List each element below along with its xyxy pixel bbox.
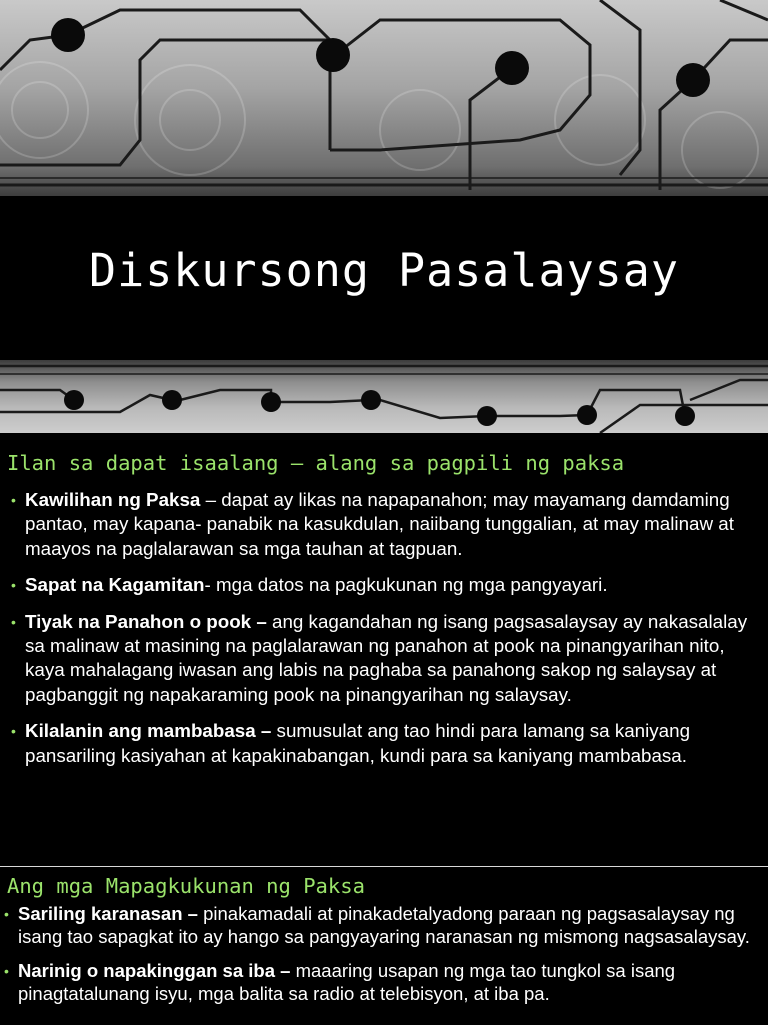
list-item: [11, 719, 755, 768]
item-text: – dapat ay likas na napapanahon; may mayamang damdaming pantao, may kapana- panabik na kasukdulan, naiibang tunggalian, at may malinaw at maayos na paglalarawan sa mga tauhan at tagpuan.: [25, 489, 734, 559]
title-band: [0, 196, 768, 360]
bullet-icon: •: [11, 492, 16, 508]
slide-title: Diskursong Pasalaysay: [89, 243, 679, 297]
bullet-icon: •: [11, 723, 16, 740]
topic-sources-slide: [0, 866, 768, 1025]
item-text: ang kagandahan ng isang pagsasalaysay ay nakasalalay sa malinaw at masining na paglalarawan ng panahon at pook na pinangyarihan nito, kaya mahalagang iwasan ang labis na paghaba sa panahong sakop ng salaysay at pagbanggit ng napakaraming pook na pinangyarihan ng salaysay.: [25, 610, 748, 705]
list-item: [4, 903, 758, 948]
list-item: [11, 573, 755, 597]
item-term: Sariling karanasan –: [18, 903, 198, 924]
circuit-board-banner-bottom: [0, 360, 768, 433]
item-text: sumusulat ang tao hindi para lamang sa kaniyang pansariling kasiyahan at kapakinabangan, kundi para sa kaniyang mambabasa.: [25, 720, 691, 766]
bullet-icon: •: [11, 577, 16, 594]
list-item: [11, 488, 755, 561]
bullet-icon: •: [4, 906, 9, 922]
circuit-pattern-bottom: [0, 360, 768, 433]
item-term: Kilalanin ang mambabasa –: [25, 720, 272, 742]
bullet-list: [11, 488, 755, 780]
item-text: pinakamadali at pinakadetalyadong paraan ng pagsasalaysay ng isang tao sapagkat ito ay hango sa pangyayaring naranasan ng mismong nagsasalaysay.: [18, 903, 750, 947]
item-term: Tiyak na Panahon o pook –: [25, 610, 267, 632]
bullet-icon: •: [4, 963, 9, 979]
bullet-list: [4, 903, 758, 1017]
circuit-board-banner-top: [0, 0, 768, 196]
item-text: - mga datos na pagkukunan ng mga pangyayari.: [204, 574, 608, 596]
list-item: [11, 610, 755, 708]
bullet-icon: •: [11, 613, 16, 630]
item-text: maaaring usapan ng mga tao tungkol sa isang pinagtatalunang isyu, mga balita sa radio at telebisyon, at iba pa.: [18, 960, 676, 1004]
slide-heading: Ang mga Mapagkukunan ng Paksa: [7, 874, 365, 898]
title-slide: [0, 0, 768, 433]
item-term: Kawilihan ng Paksa: [25, 489, 201, 510]
topic-selection-slide: [0, 433, 768, 865]
item-term: Narinig o napakinggan sa iba –: [18, 960, 291, 981]
item-term: Sapat na Kagamitan: [25, 574, 205, 596]
circuit-pattern-top: [0, 0, 768, 196]
list-item: [4, 960, 758, 1005]
slide-heading: Ilan sa dapat isaalang – alang sa pagpili ng paksa: [7, 451, 625, 475]
